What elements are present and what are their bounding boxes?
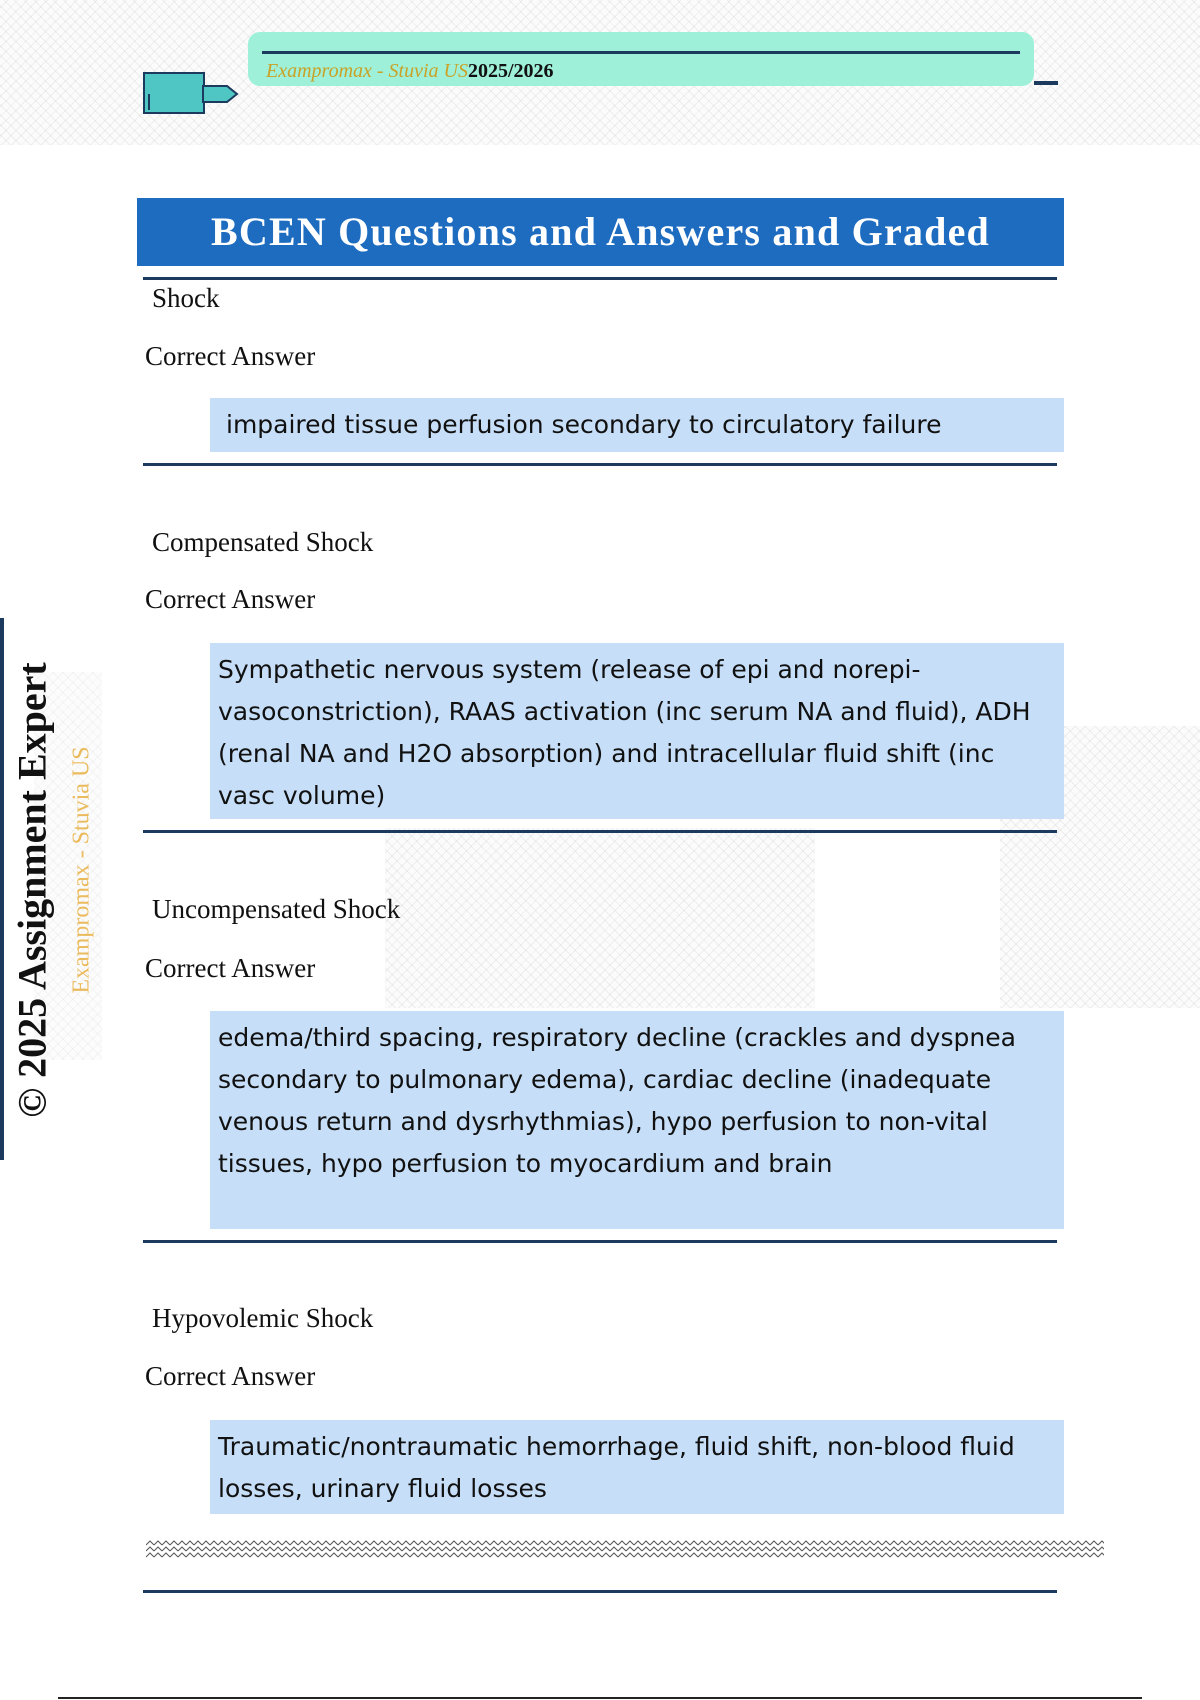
correct-answer-label: Correct Answer [145, 1361, 316, 1391]
answer-box: impaired tissue perfusion secondary to circulatory failure [210, 398, 1064, 452]
section-divider [143, 463, 1057, 466]
decorative-wave-divider [146, 1540, 1104, 1558]
header-source-text: Exampromax - Stuvia US [266, 60, 468, 82]
document-tab-icon [143, 72, 239, 116]
side-watermark-text: Exampromax - Stuvia US [68, 746, 95, 994]
side-accent-bar [0, 618, 4, 1160]
header-banner [248, 32, 1034, 86]
correct-answer-label: Correct Answer [145, 341, 316, 371]
decorative-pattern-panel [385, 828, 815, 1008]
section-divider [143, 1590, 1057, 1593]
correct-answer-label: Correct Answer [145, 953, 316, 983]
section-divider [143, 1240, 1057, 1243]
question-title: Uncompensated Shock [152, 894, 401, 924]
side-copyright-text: © 2025 Assignment Expert [9, 662, 55, 1118]
answer-box: edema/third spacing, respiratory decline (crackles and dyspnea secondary to pulmonary edema), cardiac decline (inadequate venous return and dysrhythmias), hypo perfusion to non-vital tissues, hypo perfusion to myocardium and brain [210, 1011, 1064, 1229]
header-rule-end [1034, 81, 1058, 85]
header-banner-rule [262, 51, 1020, 54]
question-title: Hypovolemic Shock [152, 1303, 374, 1333]
question-title: Compensated Shock [152, 527, 374, 557]
answer-box: Sympathetic nervous system (release of epi and norepi- vasoconstriction), RAAS activation (inc serum NA and fluid), ADH (renal NA and H2O absorption) and intracellular fluid shift (inc vasc volume) [210, 643, 1064, 819]
answer-box: Traumatic/nontraumatic hemorrhage, fluid shift, non-blood fluid losses, urinary fluid losses [210, 1420, 1064, 1514]
document-title: BCEN Questions and Answers and Graded [137, 198, 1064, 266]
section-divider [143, 277, 1057, 280]
footer-rule [58, 1697, 1142, 1699]
correct-answer-label: Correct Answer [145, 584, 316, 614]
header-year-text: 2025/2026 [468, 60, 554, 82]
header-text [266, 60, 554, 83]
section-divider [143, 830, 1057, 833]
question-title: Shock [152, 283, 220, 313]
